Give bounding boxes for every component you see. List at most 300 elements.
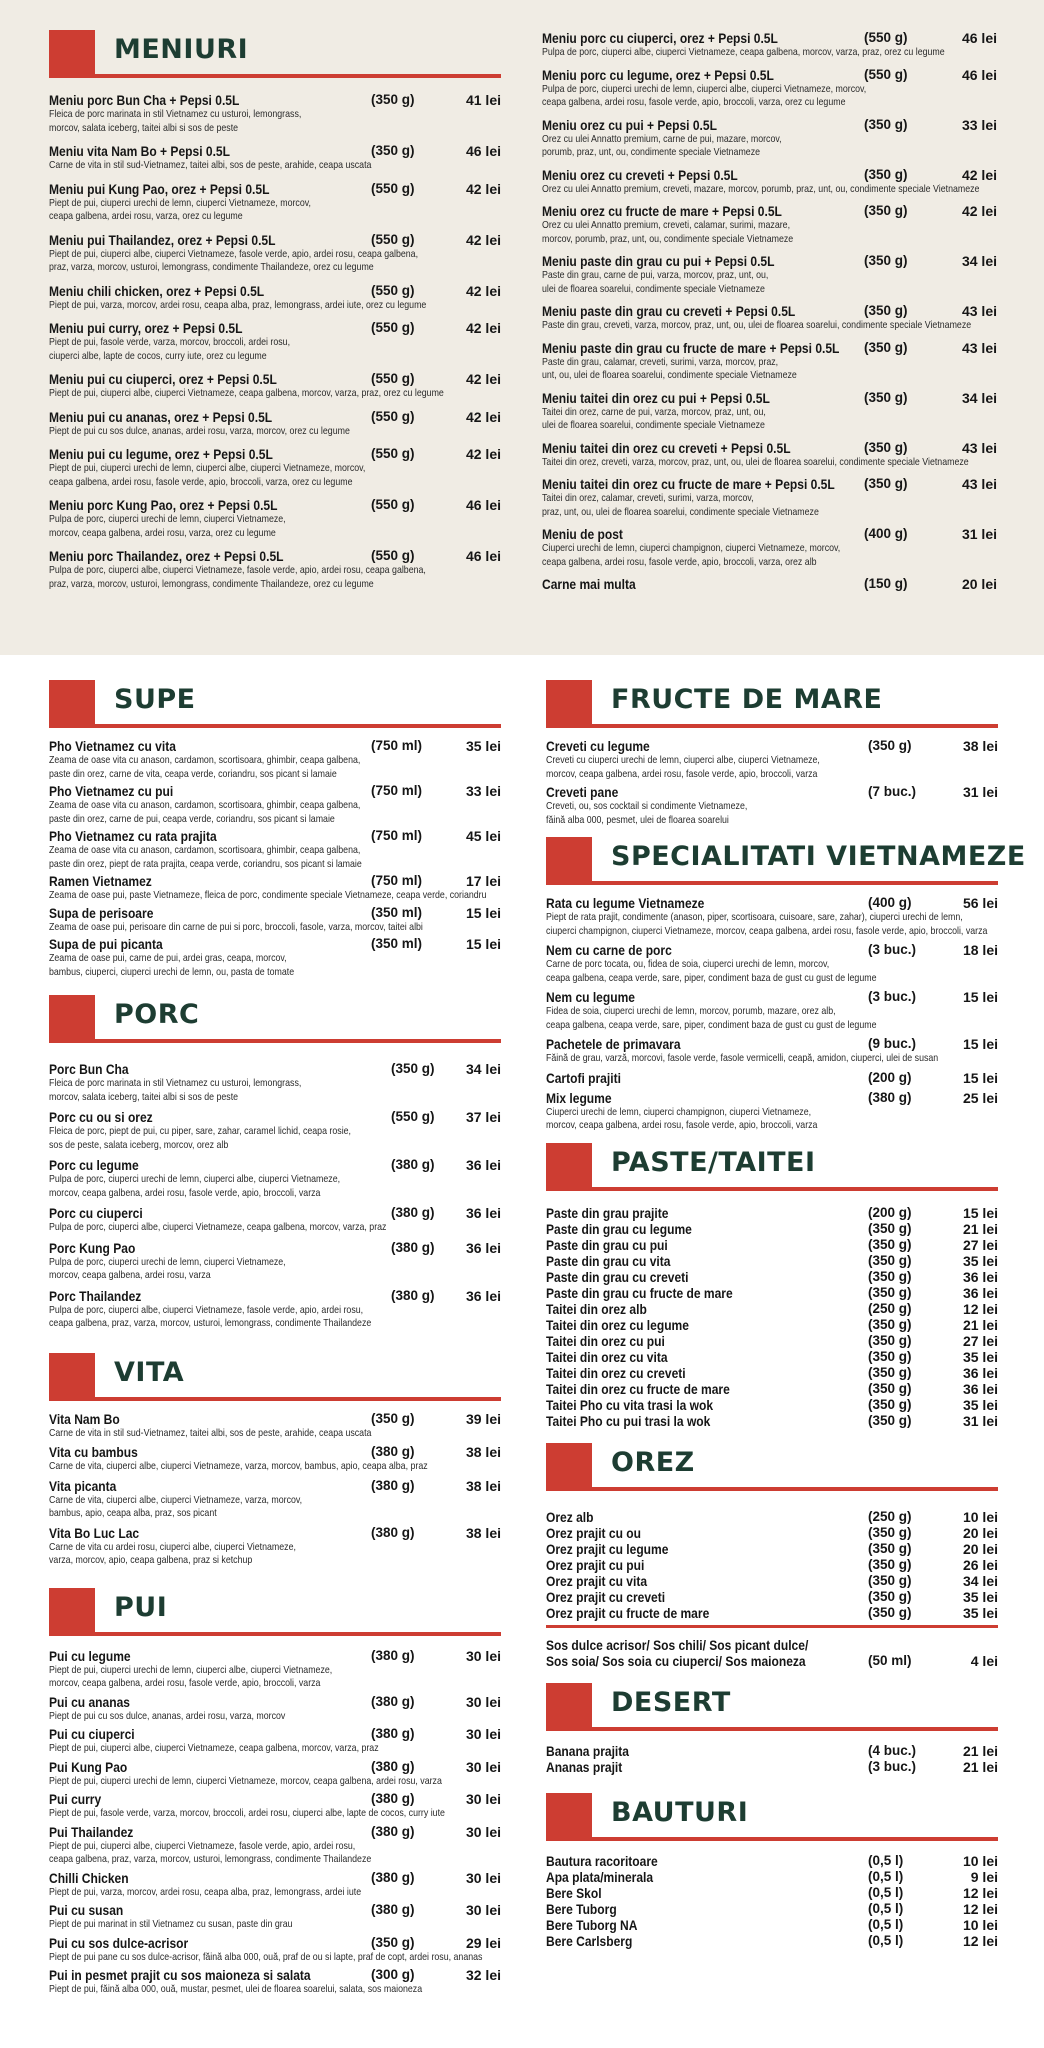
item-name: Taitei Pho cu pui trasi la wok [546, 1412, 711, 1429]
header-square [546, 680, 592, 728]
item-name: Orez alb [546, 1508, 594, 1525]
item-name: Cartofi prajiti [546, 1069, 621, 1086]
menu-item [546, 1917, 998, 1933]
item-description: Orez cu ulei Annatto premium, carne de pui, mazare, morcov, [542, 132, 782, 145]
item-description: Piept de pui, varza, morcov, ardei rosu, ceapa alba, praz, lemongrass, ardei iute, orez cu legume [49, 298, 427, 311]
item-price: 30 lei [465, 1869, 501, 1886]
item-price: 17 lei [465, 873, 501, 889]
item-price: 42 lei [465, 180, 501, 197]
item-price: 45 lei [465, 828, 501, 844]
item-name: Porc Bun Cha [49, 1061, 129, 1077]
item-name: Pho Vietnamez cu vita [49, 738, 176, 754]
menu-list [542, 30, 997, 592]
item-weight: (550 g) [371, 446, 415, 461]
header-line [95, 1632, 501, 1636]
item-price: 38 lei [465, 1444, 501, 1460]
item-description: ceapa galbena, praz, varza, morcov, usturoi, lemongrass, condimente Thailandeze [49, 1853, 372, 1865]
section-title: BAUTURI [611, 1796, 749, 1828]
item-price: 42 lei [465, 371, 501, 387]
item-price: 34 lei [962, 1572, 998, 1589]
item-description: Zeama de oase pui, carne de pui, ardei gras, ceapa, morcov, [49, 952, 287, 964]
item-weight: (750 ml) [371, 738, 423, 753]
item-price: 26 lei [962, 1556, 998, 1573]
item-name: Paste din grau cu creveti [546, 1268, 689, 1285]
item-price: 15 lei [962, 1069, 998, 1086]
item-price: 12 lei [962, 1900, 998, 1917]
item-name: Pui cu sos dulce-acrisor [49, 1934, 189, 1951]
item-name: Meniu porc cu legume, orez + Pepsi 0.5L [542, 66, 774, 83]
menu-item [546, 1269, 998, 1285]
menu-item [546, 1573, 998, 1589]
item-description: ulei de floarea soarelui, condimente speciale Vietnameze [542, 419, 765, 431]
item-weight: (300 g) [371, 1967, 415, 1982]
item-description: Taitei din orez, creveti, varza, morcov, praz, unt, ou, ulei de floarea soarelui, condimente speciale Vietnameze [542, 455, 969, 468]
item-price: 36 lei [962, 1268, 998, 1285]
item-weight: (350 g) [868, 1524, 912, 1540]
item-name: Rata cu legume Vietnameze [546, 895, 705, 911]
item-weight: (350 g) [864, 389, 908, 405]
item-description: morcov, ceapa galbena, ardei rosu, fasole verde, apio, broccoli, varza [49, 1186, 321, 1199]
item-description: Creveti cu ciuperci urechi de lemn, ciuperci albe, ciuperci Vietnameze, [546, 754, 820, 766]
item-weight: (550 g) [371, 231, 415, 247]
item-weight: (380 g) [371, 1524, 415, 1540]
header-square [49, 680, 95, 728]
item-description: Piept de pui marinat in stil Vietnamez cu susan, paste din grau [49, 1918, 293, 1930]
item-price: 46 lei [961, 66, 997, 83]
item-name: Vita Nam Bo [49, 1410, 120, 1427]
item-weight: (350 g) [868, 1396, 912, 1412]
item-description: praz, varza, morcov, usturoi, lemongrass, condimente Thailandeze, orez cu legume [49, 261, 374, 273]
item-description: Taitei din orez, calamar, creveti, surimi, varza, morcov, [542, 492, 754, 504]
item-description: Zeama de oase vita cu anason, cardamon, scortisoara, ghimbir, ceapa galbena, [49, 754, 361, 766]
menu-item [49, 409, 501, 439]
section-header-paste-taitei [546, 1143, 998, 1197]
item-name: Porc cu legume [49, 1157, 139, 1173]
item-price: 30 lei [465, 1791, 501, 1807]
menu-item [546, 1853, 998, 1869]
item-description: Carne de vita in stil sud-Vietnamez, taitei albi, sos de peste, arahide, ceapa uscata [49, 1426, 372, 1439]
item-weight: (0,5 l) [868, 1852, 904, 1868]
item-description: Piept de pui, ciuperci albe, ciuperci Vietnameze, ceapa galbena, morcov, varza, praz [49, 1742, 379, 1754]
item-weight: (350 g) [864, 166, 908, 182]
menu-item [546, 1221, 998, 1237]
item-description: Piept de pui, ciuperci urechi de lemn, ciuperci Vietnameze, morcov, [49, 196, 311, 209]
item-price: 43 lei [961, 339, 997, 356]
menu-item [542, 440, 997, 470]
menu-list [546, 895, 998, 1133]
item-weight: (350 g) [868, 1572, 912, 1588]
item-description: Carne de porc tocata, ou, fidea de soia, ciuperci urechi de lemn, morcov, [546, 958, 830, 970]
menu-item [542, 476, 997, 519]
item-name: Orez prajit cu pui [546, 1556, 645, 1573]
item-weight: (350 g) [868, 1412, 912, 1428]
menu-item [546, 1317, 998, 1333]
section-header-bauturi [546, 1793, 998, 1847]
item-name: Pui Kung Pao [49, 1758, 128, 1775]
item-name: Meniu chili chicken, orez + Pepsi 0.5L [49, 282, 265, 299]
item-description: ceapa galbena, ardei rosu, fasole verde, apio, broccoli, varza, orez cu legume [49, 475, 353, 488]
item-weight: (380 g) [371, 1693, 415, 1709]
item-name: Meniu paste din grau cu pui + Pepsi 0.5L [542, 253, 775, 269]
item-name: Paste din grau cu fructe de mare [546, 1284, 733, 1301]
item-name: Pui cu ciuperci [49, 1726, 135, 1742]
item-price: 34 lei [961, 389, 997, 406]
item-name: Pho Vietnamez cu pui [49, 783, 174, 799]
item-price: 20 lei [961, 576, 997, 592]
item-price: 15 lei [962, 1204, 998, 1221]
item-weight: (350 g) [391, 1061, 435, 1076]
item-price: 30 lei [465, 1823, 501, 1840]
item-description: Zeama de oase vita cu anason, cardamon, scortisoara, ghimbir, ceapa galbena, [49, 844, 361, 856]
item-weight: (250 g) [868, 1508, 912, 1524]
item-description: morcov, ceapa galbena, ardei rosu, fasole verde, apio, broccoli, varza [546, 1119, 818, 1131]
menu-item [542, 253, 997, 296]
item-name: Meniu vita Nam Bo + Pepsi 0.5L [49, 143, 230, 159]
header-square [49, 995, 95, 1043]
item-name: Orez prajit cu ou [546, 1524, 642, 1541]
menu-item [49, 371, 501, 401]
item-price: 35 lei [962, 1604, 998, 1621]
menu-item [546, 1036, 998, 1066]
item-weight: (380 g) [371, 1758, 415, 1774]
menu-item [542, 576, 997, 592]
menu-list [49, 1648, 501, 1997]
item-description: Paste din grau, carne de pui, varza, morcov, praz, unt, ou, [542, 269, 769, 281]
item-weight: (350 g) [868, 1284, 912, 1300]
item-name: Meniu taitei din orez cu creveti + Pepsi 0.5L [542, 439, 791, 456]
item-description: Pulpa de porc, ciuperci albe, ciuperci Vietnameze, fasole verde, apio, ardei rosu, ceapa galbena, [49, 564, 426, 576]
menu-item [542, 526, 997, 569]
menu-item [49, 1205, 501, 1235]
item-weight: (4 buc.) [868, 1742, 917, 1758]
item-weight: (350 g) [868, 1540, 912, 1556]
section-title: SPECIALITATI VIETNAMEZE [611, 841, 1026, 872]
item-weight: (7 buc.) [868, 784, 917, 799]
menu-item [49, 1967, 501, 1997]
item-weight: (350 g) [868, 1588, 912, 1604]
item-weight: (380 g) [371, 1869, 415, 1885]
item-price: 34 lei [961, 253, 997, 269]
item-price: 4 lei [970, 1652, 998, 1669]
item-price: 10 lei [962, 1852, 998, 1869]
item-weight: (350 ml) [371, 904, 423, 920]
menu-item [546, 1413, 998, 1429]
menu-item [49, 738, 501, 781]
item-price: 27 lei [962, 1332, 998, 1349]
item-name: Vita Bo Luc Lac [49, 1524, 140, 1541]
section-title: MENIURI [114, 34, 249, 65]
menu-list [49, 738, 501, 979]
item-price: 15 lei [962, 989, 998, 1005]
item-name: Apa plata/minerala [546, 1868, 654, 1885]
item-description: Paste din grau, creveti, varza, morcov, praz, unt, ou, ulei de floarea soarelui, condimente speciale Vietnameze [542, 319, 972, 331]
menu-item [546, 1525, 998, 1541]
menu-item [49, 1157, 501, 1200]
item-weight: (350 g) [864, 303, 908, 318]
item-name: Pachetele de primavara [546, 1036, 681, 1052]
menu-item [546, 1237, 998, 1253]
section-header-vita [49, 1353, 501, 1407]
item-description: Zeama de oase pui, paste Vietnameze, fleica de porc, condimente speciale Vietnameze, ceapa verde, coriandru [49, 889, 487, 901]
item-name: Banana prajita [546, 1742, 629, 1759]
item-weight: (350 g) [868, 1364, 912, 1380]
menu-item [49, 1694, 501, 1724]
item-weight: (550 g) [371, 497, 415, 512]
header-line [95, 74, 501, 78]
item-description: Fleica de porc marinata in stil Vietnamez cu usturoi, lemongrass, [49, 108, 302, 120]
menu-item [49, 873, 501, 903]
section-header-porc [49, 995, 501, 1049]
item-price: 34 lei [465, 1061, 501, 1077]
header-line [95, 724, 501, 728]
item-description: morcov, ceapa galbena, ardei rosu, fasole verde, apio, broccoli, varza [546, 767, 818, 780]
item-name: Nem cu legume [546, 989, 635, 1005]
item-description: Piept de pui, ciuperci albe, ciuperci Vietnameze, ceapa galbena, morcov, varza, praz, orez cu legume [49, 387, 444, 399]
item-price: 42 lei [465, 408, 501, 425]
item-name: Meniu orez cu fructe de mare + Pepsi 0.5L [542, 203, 782, 219]
menu-item [546, 1397, 998, 1413]
item-weight: (9 buc.) [868, 1036, 917, 1051]
item-price: 20 lei [962, 1524, 998, 1541]
item-name: Pui in pesmet prajit cu sos maioneza si salata [49, 1967, 311, 1983]
item-description: Piept de pui, făină alba 000, ouă, mustar, pesmet, ulei de floarea soarelui, salata, sos maioneza [49, 1983, 423, 1995]
item-description: Piept de pui, ciuperci albe, ciuperci Vietnameze, fasole verde, apio, ardei rosu, ceapa galbena, [49, 247, 419, 260]
item-weight: (750 ml) [371, 873, 423, 888]
item-weight: (400 g) [864, 526, 908, 541]
item-weight: (0,5 l) [868, 1932, 904, 1948]
item-description: praz, varza, morcov, usturoi, lemongrass, condimente Thailandeze, orez cu legume [49, 577, 374, 590]
item-price: 38 lei [465, 1524, 501, 1541]
item-description: Piept de pui, ciuperci urechi de lemn, ciuperci albe, ciuperci Vietnameze, morcov, [49, 462, 366, 474]
item-weight: (380 g) [391, 1287, 435, 1303]
item-weight: (0,5 l) [868, 1900, 904, 1916]
item-name: Meniu pui cu legume, orez + Pepsi 0.5L [49, 446, 273, 462]
menu-item [546, 1743, 998, 1759]
menu-item [49, 1411, 501, 1441]
menu-list [546, 1853, 998, 1949]
item-price: 30 lei [465, 1726, 501, 1742]
item-description: Zeama de oase vita cu anason, cardamon, scortisoara, ghimbir, ceapa galbena, [49, 799, 361, 811]
item-price: 42 lei [465, 446, 501, 462]
menu-item [542, 30, 997, 60]
item-description: Pulpa de porc, ciuperci albe, ciuperci Vietnameze, fasole verde, apio, ardei rosu, [49, 1303, 364, 1316]
item-name: Meniu pui curry, orez + Pepsi 0.5L [49, 320, 243, 336]
menu-item [49, 1824, 501, 1867]
item-price: 9 lei [970, 1868, 998, 1885]
item-weight: (50 ml) [868, 1652, 912, 1668]
column-bottom-right [546, 680, 1026, 1949]
header-square [49, 30, 95, 78]
item-description: Pulpa de porc, ciuperci urechi de lemn, ciuperci albe, ciuperci Vietnameze, [49, 1173, 341, 1185]
item-name: Ramen Vietnamez [49, 873, 152, 889]
menu-item [49, 548, 501, 591]
item-weight: (550 g) [864, 30, 908, 45]
item-weight: (380 g) [371, 1791, 415, 1806]
menu-item [546, 1759, 998, 1775]
menu-item [49, 828, 501, 871]
item-name: Vita cu bambus [49, 1444, 138, 1460]
item-price: 12 lei [962, 1932, 998, 1949]
item-name: Taitei din orez cu fructe de mare [546, 1380, 730, 1397]
item-name: Bere Skol [546, 1884, 602, 1901]
item-description: Fleica de porc marinata in stil Vietnamez cu usturoi, lemongrass, [49, 1077, 302, 1089]
item-description: Piept de pui cu sos dulce, ananas, ardei rosu, varza, morcov, orez cu legume [49, 424, 350, 437]
item-weight: (550 g) [864, 66, 908, 82]
menu-item [546, 1301, 998, 1317]
item-price: 31 lei [961, 526, 997, 542]
item-weight: (350 g) [868, 1316, 912, 1332]
item-name: Taitei din orez cu creveti [546, 1364, 686, 1381]
item-weight: (350 g) [864, 339, 908, 355]
item-description: Pulpa de porc, ciuperci urechi de lemn, ciuperci albe, ciuperci Vietnameze, morcov, [542, 82, 867, 95]
item-description: Fleica de porc, piept de pui, cu piper, sare, zahar, caramel lichid, ceapa rosie, [49, 1125, 352, 1137]
menu-item [49, 1791, 501, 1821]
item-name: Paste din grau cu pui [546, 1236, 668, 1253]
item-weight: (350 g) [868, 1348, 912, 1364]
item-description: ceapa galbena, praz, varza, morcov, usturoi, lemongrass, condimente Thailandeze [49, 1317, 372, 1329]
menu-item [542, 303, 997, 333]
item-weight: (0,5 l) [868, 1884, 904, 1900]
item-name: Meniu taitei din orez cu fructe de mare + Pepsi 0.5L [542, 476, 835, 492]
menu-item [49, 497, 501, 540]
item-description: unt, ou, ulei de floarea soarelui, condimente speciale Vietnameze [542, 369, 797, 381]
item-weight: (3 buc.) [868, 989, 917, 1004]
item-description: Pulpa de porc, ciuperci urechi de lemn, ciuperci Vietnameze, [49, 513, 286, 525]
menu-item [546, 942, 998, 985]
item-description: ceapa galbena, ardei rosu, fasole verde, apio, broccoli, varza, orez cu legume [542, 96, 846, 108]
header-square [546, 837, 592, 885]
sauce-item [546, 1637, 998, 1669]
menu-item [546, 895, 998, 938]
section-title: PORC [114, 999, 200, 1030]
section-header-meniuri [49, 30, 501, 84]
section-title: PASTE/TAITEI [611, 1146, 816, 1178]
item-weight: (250 g) [868, 1300, 912, 1316]
item-price: 32 lei [465, 1967, 501, 1983]
section-header-pui [49, 1588, 501, 1642]
item-weight: (200 g) [868, 1204, 912, 1220]
item-description: morcov, porumb, praz, unt, ou, condimente speciale Vietnameze [542, 232, 794, 245]
item-weight: (200 g) [868, 1069, 912, 1085]
item-weight: (0,5 l) [868, 1868, 904, 1884]
menu-item [49, 92, 501, 135]
menu-item [49, 905, 501, 935]
item-description: Taitei din orez, carne de pui, varza, morcov, praz, unt, ou, [542, 405, 766, 418]
item-description: paste din orez, piept de rata prajita, ceapa verde, coriandru, sos picant si lamaie [49, 857, 362, 870]
header-line [95, 1039, 501, 1043]
item-name: Creveti cu legume [546, 738, 650, 754]
item-description: Carne de vita, ciuperci albe, ciuperci Vietnameze, varza, morcov, [49, 1493, 303, 1506]
item-description: morcov, salata iceberg, taitei albi si sos de peste [49, 1090, 239, 1103]
item-weight: (350 g) [864, 253, 908, 268]
menu-item [49, 283, 501, 313]
item-name: Meniu orez cu pui + Pepsi 0.5L [542, 116, 717, 133]
item-price: 30 lei [465, 1647, 501, 1664]
item-description: varza, morcov, apio, ceapa galbena, praz si ketchup [49, 1554, 253, 1566]
item-description: paste din orez, carne de vita, ceapa verde, coriandru, sos picant si lamaie [49, 767, 337, 780]
item-name: Meniu taitei din orez cu pui + Pepsi 0.5L [542, 389, 770, 406]
item-price: 27 lei [962, 1236, 998, 1253]
item-weight: (350 g) [868, 1380, 912, 1396]
header-square [546, 1683, 592, 1731]
item-description: făină alba 000, pesmet, ulei de floarea soarelui [546, 813, 729, 826]
item-price: 37 lei [465, 1109, 501, 1125]
menu-item [546, 1557, 998, 1573]
item-name: Taitei din orez cu vita [546, 1348, 668, 1365]
item-weight: (380 g) [391, 1157, 435, 1172]
item-weight: (350 g) [868, 1332, 912, 1348]
item-weight: (350 g) [864, 203, 908, 218]
item-weight: (350 g) [864, 116, 908, 132]
item-description: ceapa galbena, ardei rosu, varza, orez cu legume [49, 210, 243, 222]
item-description: porumb, praz, unt, ou, condimente speciale Vietnameze [542, 146, 761, 158]
item-weight: (380 g) [868, 1089, 912, 1105]
header-line [592, 881, 998, 885]
header-square [546, 1143, 592, 1191]
item-weight: (3 buc.) [868, 942, 917, 957]
item-price: 21 lei [962, 1742, 998, 1759]
menu-item [546, 1253, 998, 1269]
item-name: Chilli Chicken [49, 1869, 129, 1886]
menu-item [546, 1933, 998, 1949]
item-name: Bere Tuborg NA [546, 1916, 638, 1933]
item-weight: (350 g) [371, 1934, 415, 1950]
item-description: paste din orez, carne de pui, ceapa verde, coriandru, sos picant si lamaie [49, 812, 335, 825]
item-price: 36 lei [465, 1157, 501, 1173]
menu-item [546, 1541, 998, 1557]
item-description: Paste din grau, calamar, creveti, surimi, varza, morcov, praz, [542, 355, 779, 368]
item-price: 29 lei [465, 1934, 501, 1951]
item-weight: (380 g) [391, 1239, 435, 1255]
menu-item [546, 1509, 998, 1525]
item-weight: (150 g) [864, 576, 908, 591]
item-weight: (550 g) [371, 282, 415, 298]
item-name: Pui Thailandez [49, 1823, 134, 1840]
item-description: Piept de pui pane cu sos dulce-acrisor, făină alba 000, ouă, praf de ou si lapte, praf de copt, ardei rosu, ananas [49, 1950, 483, 1963]
header-line [592, 724, 998, 728]
item-price: 21 lei [962, 1220, 998, 1237]
menu-list [546, 738, 998, 827]
menu-item [546, 1901, 998, 1917]
item-price: 46 lei [961, 30, 997, 46]
item-weight: (550 g) [371, 408, 415, 424]
menu-list [546, 1205, 998, 1429]
item-weight: (750 ml) [371, 783, 423, 798]
item-weight: (380 g) [391, 1205, 435, 1220]
menu-item [546, 1349, 998, 1365]
item-name: Pui curry [49, 1791, 102, 1807]
item-weight: (380 g) [371, 1444, 415, 1459]
item-description: Pulpa de porc, ciuperci albe, ciuperci Vietnameze, ceapa galbena, morcov, varza, praz, orez cu legume [542, 46, 945, 58]
item-price: 46 lei [465, 497, 501, 513]
item-price: 41 lei [465, 92, 501, 108]
item-description: Pulpa de porc, ciuperci urechi de lemn, ciuperci Vietnameze, [49, 1255, 286, 1268]
item-price: 12 lei [962, 1884, 998, 1901]
menu-item [49, 446, 501, 489]
item-description: ceapa galbena, ceapa verde, sare, piper, condiment baza de gust cu gust de legume [546, 1018, 877, 1031]
item-price: 20 lei [962, 1540, 998, 1557]
item-name: Carne mai multa [542, 576, 636, 592]
section-title: VITA [114, 1356, 185, 1388]
item-price: 42 lei [961, 166, 997, 183]
item-price: 12 lei [962, 1300, 998, 1317]
item-name: Meniu paste din grau cu creveti + Pepsi 0.5L [542, 303, 796, 319]
menu-item [49, 1726, 501, 1756]
item-description: ciuperci albe, lapte de cocos, curry iute, orez cu legume [49, 349, 267, 362]
item-weight: (350 g) [371, 1410, 415, 1426]
item-weight: (550 g) [371, 180, 415, 196]
item-weight: (350 g) [868, 1556, 912, 1572]
